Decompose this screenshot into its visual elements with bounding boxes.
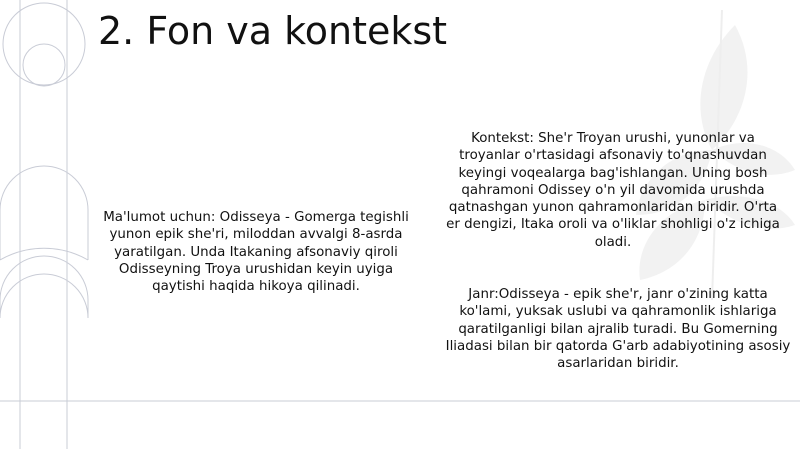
decor-arc-upper [0,248,88,260]
genre-paragraph: Janr:Odisseya - epik she'r, janr o'zining katta ko'lami, yuksak uslubi va qahramonlik ishlariga qaratilganligi bilan ajralib turadi. Bu Gomerning Iliadasi bilan bir qatorda G'arb adabiyotining asosiy asarlaridan biridir. [445,287,791,372]
decor-circle-small [23,44,65,86]
context-paragraph: Kontekst: She'r Troyan urushi, yunonlar va troyanlar o'rtasidagi afsonaviy to'qnashuvdan keyingi voqealarga bag'ishlangan. Uning bosh qahramoni Odissey o'n yil davomida urushda qatnashgan yunon qahramonlaridan biridir. O'rta er dengizi, Itaka oroli va o'liklar shohligi o'z ichiga oladi. [446,131,780,250]
slide-title: 2. Fon va kontekst [98,9,448,53]
decor-arc-lower [0,274,88,318]
info-paragraph: Ma'lumot uchun: Odisseya - Gomerga tegishli yunon epik she'ri, miloddan avvalgi 8-asrda yaratilgan. Unda Itakaning afsonaviy qiroli Odisseyning Troya urushidan keyin uyiga qaytishi haqida hikoya qilinadi. [103,210,409,295]
decor-arch-upper [0,166,88,260]
